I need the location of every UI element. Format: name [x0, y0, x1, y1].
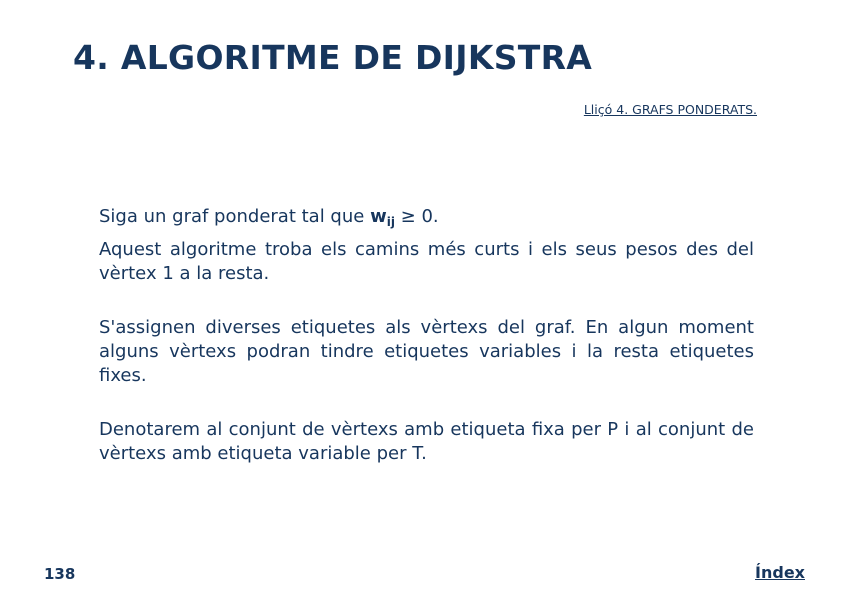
page-number: 138 — [44, 565, 76, 583]
weight-symbol — [370, 206, 395, 227]
slide-title: 4. ALGORITME DE DIJKSTRA — [73, 38, 593, 77]
paragraph-algorithm: Aquest algoritme troba els camins més curts i els seus pesos des del vèrtex 1 a la resta. — [99, 239, 754, 284]
definition-condition: ≥ 0. — [394, 206, 439, 227]
index-link[interactable]: Índex — [755, 563, 805, 582]
lesson-link[interactable]: Lliçó 4. GRAFS PONDERATS. — [583, 102, 757, 117]
definition-text: Siga un graf ponderat tal que — [99, 206, 371, 227]
weight-letter: w — [370, 206, 387, 227]
paragraph-definition — [99, 205, 754, 234]
paragraph-labels: S'assignen diverses etiquetes als vèrtexs del graf. En algun moment alguns vèrtexs podran tindre etiquetes variables i la resta etiquetes fixes. — [99, 317, 754, 386]
weight-subscript: ij — [386, 215, 395, 229]
slide-content — [99, 205, 754, 466]
paragraph-sets: Denotarem al conjunt de vèrtexs amb etiqueta fixa per P i al conjunt de vèrtexs amb etiqueta variable per T. — [99, 419, 754, 464]
